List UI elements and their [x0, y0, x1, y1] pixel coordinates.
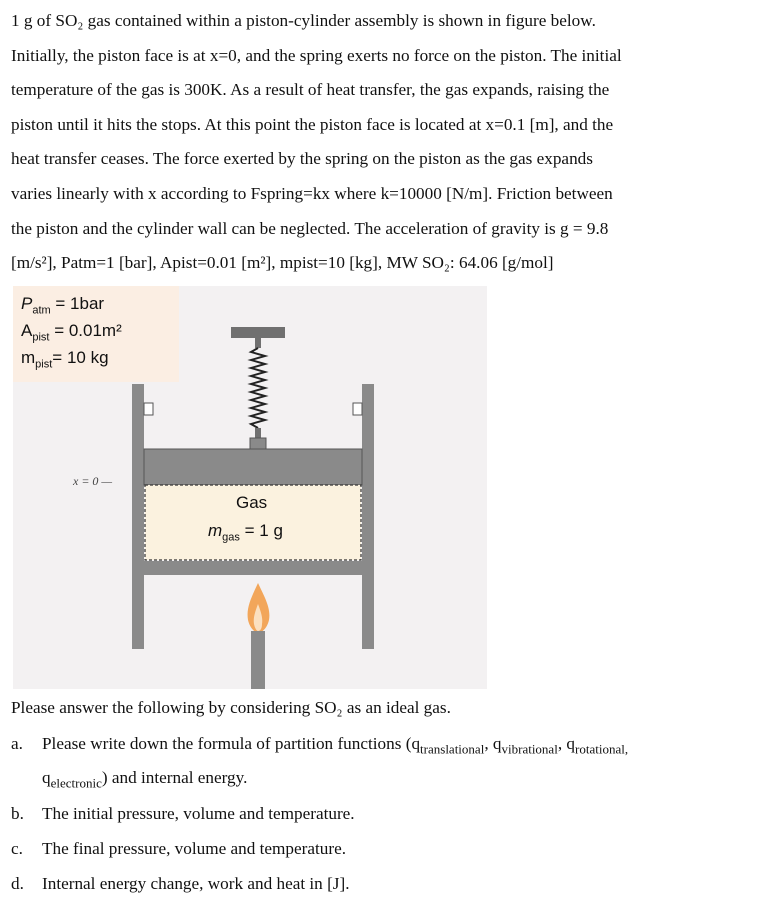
problem-line: Initially, the piston face is at x=0, and the spring exerts no force on the piston. The initial — [11, 45, 622, 65]
problem-statement — [11, 4, 751, 281]
cylinder-right-wall — [362, 384, 374, 649]
legend-patm: $P_{atm} = 1bar$ — [21, 294, 105, 317]
question-c-text: The final pressure, volume and temperature. — [42, 839, 347, 858]
question-c-label: c. — [11, 839, 23, 858]
question-a-label: a. — [11, 734, 23, 753]
problem-line: the piston and the cylinder wall can be neglected. The acceleration of gravity is g = 9.8 — [11, 218, 609, 238]
piston-cylinder-figure — [13, 286, 487, 689]
right-stop — [353, 403, 362, 415]
piston — [144, 449, 362, 485]
spring-bottom-plate — [250, 438, 266, 449]
cylinder-bottom — [132, 561, 374, 575]
question-d-text: Internal energy change, work and heat in [J]. — [42, 874, 350, 893]
problem-line: heat transfer ceases. The force exerted by the spring on the piston as the gas expands — [11, 149, 593, 169]
spring-bottom-rod — [255, 428, 261, 438]
questions-intro: Please answer the following by considering SO₂ as an ideal gas. — [11, 698, 451, 717]
problem-line: piston until it hits the stops. At this point the piston face is located at x=0.1 [m], and the — [11, 114, 614, 134]
cylinder-left-wall — [132, 384, 144, 649]
question-b-text: The initial pressure, volume and temperature. — [42, 804, 355, 823]
legend-mpist: $m_{pist}= 10$ kg — [21, 348, 109, 371]
question-a-text: Please write down the formula of partition functions ($q_{translational}$, $q_{vibrational}$, $q_{rotational,}$ — [42, 734, 629, 757]
mgas-label: $m_{gas} = 1$ g — [208, 521, 283, 544]
problem-line: 1 g of SO₂ gas contained within a piston-cylinder assembly is shown in figure below. — [11, 11, 596, 30]
question-b-label: b. — [11, 804, 24, 823]
spring-top-plate — [231, 327, 285, 338]
legend-apist: $A_{pist} = 0.01m^2$ — [21, 321, 122, 344]
parameter-legend — [13, 286, 179, 382]
problem-line: temperature of the gas is 300K. As a result of heat transfer, the gas expands, raising the — [11, 80, 610, 100]
problem-line: varies linearly with x according to Fspring=kx where k=10000 [N/m]. Friction between — [11, 183, 613, 203]
gas-label: Gas — [236, 493, 268, 512]
question-a-text-cont: $q_{electronic}$) and internal energy. — [42, 768, 248, 791]
spring-top-rod — [255, 338, 261, 348]
x0-marker: x = 0 — — [73, 474, 113, 488]
question-d-label: d. — [11, 874, 24, 893]
burner — [251, 631, 265, 689]
problem-line: [m/s²], Patm=1 [bar], Apist=0.01 [m²], mpist=10 [kg], MW SO₂: 64.06 [g/mol] — [11, 253, 554, 273]
left-stop — [144, 403, 153, 415]
